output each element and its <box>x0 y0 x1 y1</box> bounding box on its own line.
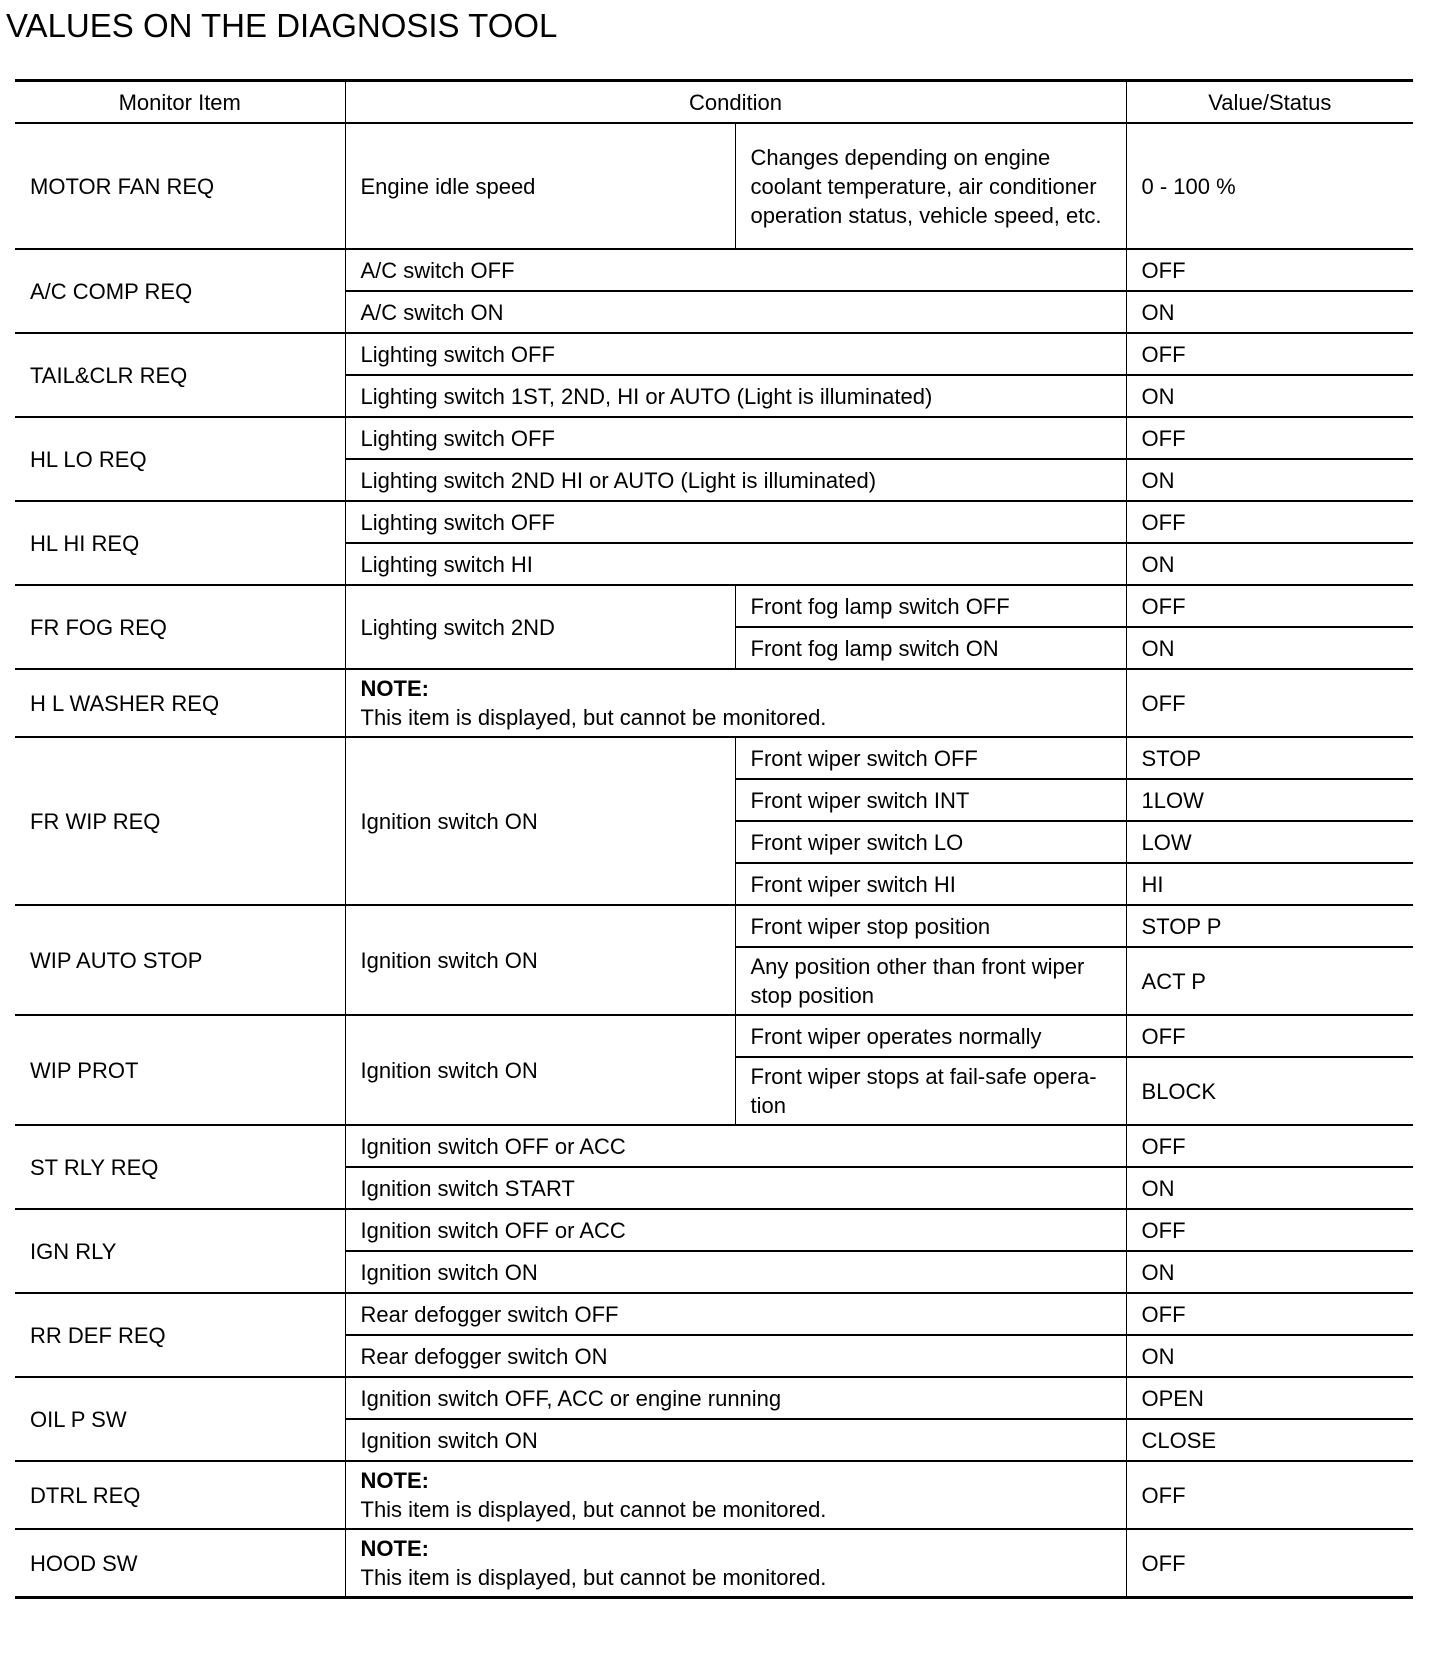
monitor-item-cell: OIL P SW <box>15 1377 345 1461</box>
condition-cell: Ignition switch ON <box>345 1419 1126 1461</box>
monitor-item-cell: WIP AUTO STOP <box>15 905 345 1015</box>
header-monitor-item: Monitor Item <box>15 81 345 124</box>
note-text: This item is displayed, but cannot be monitored. <box>360 1497 827 1522</box>
value-cell: OFF <box>1126 1293 1413 1335</box>
condition-cell: Lighting switch 2ND <box>345 585 735 669</box>
value-cell: 1LOW <box>1126 779 1413 821</box>
table-row <box>15 1293 1413 1335</box>
condition-cell: A/C switch OFF <box>345 249 1126 291</box>
note-text: This item is displayed, but cannot be monitored. <box>360 705 827 730</box>
value-cell: OFF <box>1126 333 1413 375</box>
value-cell: ACT P <box>1126 947 1413 1015</box>
condition-cell: Ignition switch ON <box>345 737 735 905</box>
sub-condition-cell: Front wiper switch LO <box>735 821 1126 863</box>
value-cell: 0 - 100 % <box>1126 123 1413 249</box>
monitor-item-cell: MOTOR FAN REQ <box>15 123 345 249</box>
table-row <box>15 501 1413 543</box>
diagnosis-values-table <box>15 79 1413 1599</box>
condition-cell: Ignition switch OFF or ACC <box>345 1209 1126 1251</box>
monitor-item-cell: H L WASHER REQ <box>15 669 345 737</box>
table-row <box>15 585 1413 627</box>
note-cell <box>345 1461 1126 1529</box>
condition-cell: Lighting switch 1ST, 2ND, HI or AUTO (Light is illuminated) <box>345 375 1126 417</box>
sub-condition-cell: Changes depending on engine coolant temperature, air conditioner operation status, vehicle speed, etc. <box>735 123 1126 249</box>
condition-cell: Lighting switch OFF <box>345 333 1126 375</box>
value-cell: STOP <box>1126 737 1413 779</box>
value-cell: ON <box>1126 1251 1413 1293</box>
value-cell: ON <box>1126 291 1413 333</box>
condition-cell: Rear defogger switch ON <box>345 1335 1126 1377</box>
table-row <box>15 249 1413 291</box>
condition-cell: A/C switch ON <box>345 291 1126 333</box>
value-cell: OFF <box>1126 585 1413 627</box>
note-text: This item is displayed, but cannot be monitored. <box>360 1565 827 1590</box>
table-row <box>15 1461 1413 1529</box>
table-row <box>15 1377 1413 1419</box>
condition-cell: Ignition switch ON <box>345 1251 1126 1293</box>
monitor-item-cell: A/C COMP REQ <box>15 249 345 333</box>
value-cell: ON <box>1126 543 1413 585</box>
note-label: NOTE: <box>360 676 429 701</box>
sub-condition-cell: Front fog lamp switch OFF <box>735 585 1126 627</box>
monitor-item-cell: WIP PROT <box>15 1015 345 1125</box>
value-cell: OFF <box>1126 1125 1413 1167</box>
table-row <box>15 737 1413 779</box>
table-row <box>15 1209 1413 1251</box>
value-cell: OFF <box>1126 669 1413 737</box>
note-label: NOTE: <box>360 1536 429 1561</box>
condition-cell: Ignition switch START <box>345 1167 1126 1209</box>
value-cell: OFF <box>1126 1461 1413 1529</box>
table-row <box>15 669 1413 737</box>
value-cell: CLOSE <box>1126 1419 1413 1461</box>
condition-cell: Lighting switch 2ND HI or AUTO (Light is illuminated) <box>345 459 1126 501</box>
condition-cell: Rear defogger switch OFF <box>345 1293 1126 1335</box>
note-label: NOTE: <box>360 1468 429 1493</box>
condition-cell: Engine idle speed <box>345 123 735 249</box>
condition-cell: Lighting switch HI <box>345 543 1126 585</box>
monitor-item-cell: HL HI REQ <box>15 501 345 585</box>
value-cell: ON <box>1126 459 1413 501</box>
condition-cell: Ignition switch OFF or ACC <box>345 1125 1126 1167</box>
table-row <box>15 417 1413 459</box>
note-cell <box>345 1529 1126 1598</box>
value-cell: OFF <box>1126 501 1413 543</box>
monitor-item-cell: HL LO REQ <box>15 417 345 501</box>
condition-cell: Ignition switch OFF, ACC or engine running <box>345 1377 1126 1419</box>
value-cell: HI <box>1126 863 1413 905</box>
value-cell: LOW <box>1126 821 1413 863</box>
monitor-item-cell: FR WIP REQ <box>15 737 345 905</box>
value-cell: ON <box>1126 1335 1413 1377</box>
table-row <box>15 1015 1413 1057</box>
header-value-status: Value/Status <box>1126 81 1413 124</box>
value-cell: ON <box>1126 1167 1413 1209</box>
monitor-item-cell: HOOD SW <box>15 1529 345 1598</box>
value-cell: OFF <box>1126 1015 1413 1057</box>
table-row <box>15 1125 1413 1167</box>
monitor-item-cell: TAIL&CLR REQ <box>15 333 345 417</box>
monitor-item-cell: FR FOG REQ <box>15 585 345 669</box>
sub-condition-cell: Front wiper switch INT <box>735 779 1126 821</box>
condition-cell: Lighting switch OFF <box>345 417 1126 459</box>
page-title: VALUES ON THE DIAGNOSIS TOOL <box>6 7 558 44</box>
note-cell <box>345 669 1126 737</box>
condition-cell: Lighting switch OFF <box>345 501 1126 543</box>
table-row <box>15 123 1413 249</box>
sub-condition-cell: Front wiper operates normally <box>735 1015 1126 1057</box>
condition-cell: Ignition switch ON <box>345 1015 735 1125</box>
condition-cell: Ignition switch ON <box>345 905 735 1015</box>
sub-condition-cell: Front wiper switch HI <box>735 863 1126 905</box>
sub-condition-cell: Any position other than front wiper stop position <box>735 947 1126 1015</box>
sub-condition-cell: Front wiper stops at fail-safe opera-tion <box>735 1057 1126 1125</box>
value-cell: OFF <box>1126 249 1413 291</box>
monitor-item-cell: DTRL REQ <box>15 1461 345 1529</box>
monitor-item-cell: RR DEF REQ <box>15 1293 345 1377</box>
table-row <box>15 1529 1413 1598</box>
header-condition: Condition <box>345 81 1126 124</box>
value-cell: OPEN <box>1126 1377 1413 1419</box>
value-cell: BLOCK <box>1126 1057 1413 1125</box>
value-cell: ON <box>1126 627 1413 669</box>
sub-condition-cell: Front wiper switch OFF <box>735 737 1126 779</box>
value-cell: OFF <box>1126 417 1413 459</box>
table-row <box>15 905 1413 947</box>
monitor-item-cell: ST RLY REQ <box>15 1125 345 1209</box>
value-cell: ON <box>1126 375 1413 417</box>
table-header-row <box>15 81 1413 124</box>
value-cell: OFF <box>1126 1209 1413 1251</box>
monitor-item-cell: IGN RLY <box>15 1209 345 1293</box>
value-cell: STOP P <box>1126 905 1413 947</box>
value-cell: OFF <box>1126 1529 1413 1598</box>
sub-condition-cell: Front fog lamp switch ON <box>735 627 1126 669</box>
table-row <box>15 333 1413 375</box>
sub-condition-cell: Front wiper stop position <box>735 905 1126 947</box>
